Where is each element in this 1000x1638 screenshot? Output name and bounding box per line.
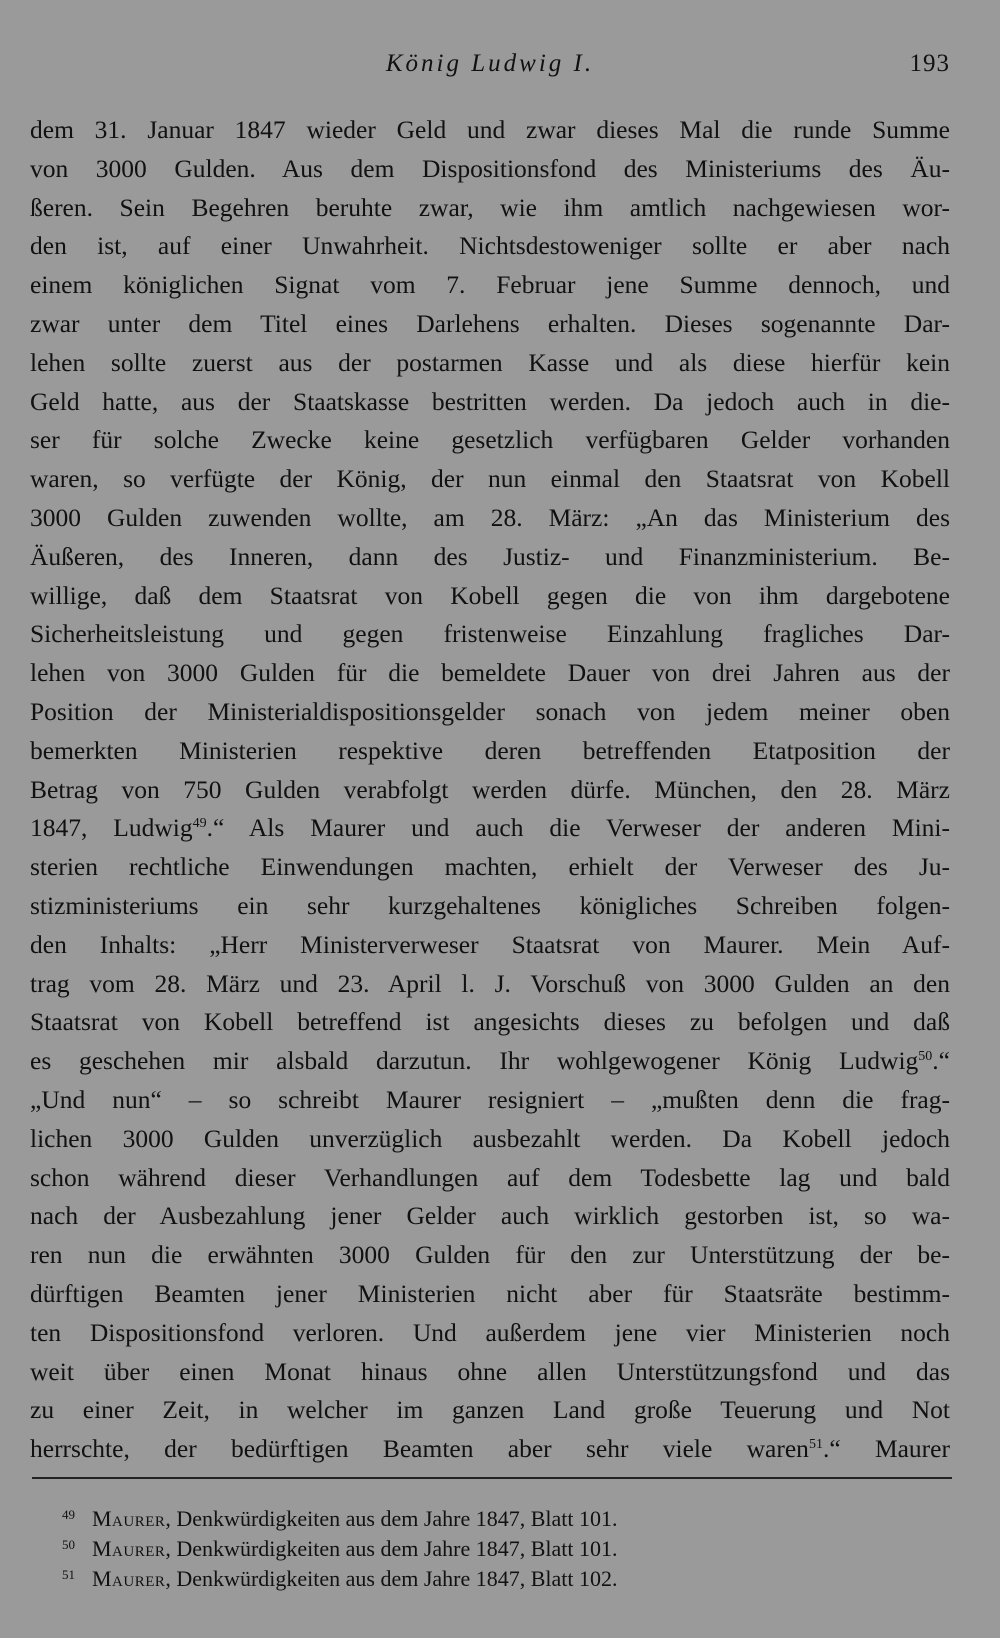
footnote-ref: 50 — [918, 1049, 933, 1065]
text-line: Sicherheitsleistung und gegen fristenweise Einzahlung fragliches Dar- — [30, 619, 950, 649]
page-header — [30, 50, 950, 86]
text-line: zu einer Zeit, in welcher im ganzen Land große Teuerung und Not — [30, 1395, 950, 1425]
text-line: weit über einen Monat hinaus ohne allen Unterstützungsfond und das — [30, 1356, 950, 1386]
text-line: trag vom 28. März und 23. April l. J. Vorschuß von 3000 Gulden an den — [30, 968, 950, 998]
text-line: dem 31. Januar 1847 wieder Geld und zwar dieses Mal die runde Summe — [30, 115, 950, 144]
footnote-text: , Denkwürdigkeiten aus dem Jahre 1847, Blatt 102. — [165, 1566, 618, 1591]
footnote-number: 50 — [62, 1537, 75, 1552]
footnote-author: Maurer — [92, 1506, 166, 1531]
footnote-author: Maurer — [92, 1566, 166, 1591]
text-line: einem königlichen Signat vom 7. Februar jene Summe dennoch, und — [30, 270, 950, 300]
text-line: Position der Ministerialdispositionsgelder sonach von jedem meiner oben — [30, 696, 950, 726]
footnotes — [62, 1500, 942, 1590]
text-line: sterien rechtliche Einwendungen machten, erhielt der Verweser des Ju- — [30, 852, 950, 882]
text-line: ßeren. Sein Begehren beruhte zwar, wie ihm amtlich nachgewiesen wor- — [30, 192, 950, 222]
text-line: den Inhalts: „Herr Ministerverweser Staatsrat von Maurer. Mein Auf- — [30, 929, 950, 959]
text-line: Äußeren, des Inneren, dann des Justiz- und Finanzministerium. Be- — [30, 541, 950, 571]
footnote-author: Maurer — [92, 1536, 166, 1561]
text-line: es geschehen mir alsbald darzutun. Ihr wohlgewogener König Ludwig$^{50}$.“ — [30, 1046, 950, 1076]
text-line: ren nun die erwähnten 3000 Gulden für den zur Unterstützung der be- — [30, 1240, 950, 1270]
footnote-rule — [32, 1477, 952, 1479]
text-line: Geld hatte, aus der Staatskasse bestritten werden. Da jedoch auch in die- — [30, 386, 950, 416]
footnote-50 — [62, 1530, 942, 1560]
text-line: bemerkten Ministerien respektive deren betreffenden Etatposition der — [30, 735, 950, 765]
text-line: nach der Ausbezahlung jener Gelder auch wirklich gestorben ist, so wa- — [30, 1201, 950, 1231]
footnote-51 — [62, 1560, 942, 1590]
text-line: lichen 3000 Gulden unverzüglich ausbezahlt werden. Da Kobell jedoch — [30, 1123, 950, 1153]
footnote-ref: 49 — [192, 816, 207, 832]
text-line: lehen von 3000 Gulden für die bemeldete Dauer von drei Jahren aus der — [30, 658, 950, 688]
page-number: 193 — [909, 50, 950, 77]
text-line: 3000 Gulden zuwenden wollte, am 28. März: „An das Ministerium des — [30, 502, 950, 532]
footnote-text: , Denkwürdigkeiten aus dem Jahre 1847, Blatt 101. — [165, 1536, 618, 1561]
text-line: von 3000 Gulden. Aus dem Dispositionsfond des Ministeriums des Äu- — [30, 153, 950, 183]
text-line: Betrag von 750 Gulden verabfolgt werden dürfe. München, den 28. März — [30, 774, 950, 804]
text-line: 1847, Ludwig$^{49}$.“ Als Maurer und auch die Verweser der anderen Mini- — [30, 813, 951, 843]
body-text — [30, 111, 950, 1469]
footnote-text: , Denkwürdigkeiten aus dem Jahre 1847, Blatt 101. — [165, 1506, 618, 1531]
text-line: herrschte, der bedürftigen Beamten aber sehr viele waren$^{51}$.“ Maurer — [30, 1434, 950, 1464]
text-line: ser für solche Zwecke keine gesetzlich verfügbaren Gelder vorhanden — [30, 425, 950, 455]
text-line: Staatsrat von Kobell betreffend ist angesichts dieses zu befolgen und daß — [30, 1007, 950, 1037]
running-title: König Ludwig I. — [385, 50, 595, 77]
text-line: dürftigen Beamten jener Ministerien nicht aber für Staatsräte bestimm- — [30, 1278, 950, 1308]
text-line: „Und nun“ – so schreibt Maurer resigniert – „mußten denn die frag- — [30, 1084, 950, 1114]
text-line: schon während dieser Verhandlungen auf dem Todesbette lag und bald — [30, 1162, 950, 1192]
text-line: ten Dispositionsfond verloren. Und außerdem jene vier Ministerien noch — [30, 1317, 950, 1347]
text-line: stizministeriums ein sehr kurzgehaltenes königliches Schreiben folgen- — [30, 890, 950, 920]
footnote-number: 51 — [62, 1567, 75, 1582]
text-line: waren, so verfügte der König, der nun einmal den Staatsrat von Kobell — [30, 464, 950, 494]
footnote-ref: 51 — [808, 1437, 823, 1453]
footnote-49 — [62, 1500, 942, 1530]
text-line: lehen sollte zuerst aus der postarmen Kasse und als diese hierfür kein — [30, 347, 950, 377]
text-line: zwar unter dem Titel eines Darlehens erhalten. Dieses sogenannte Dar- — [30, 308, 950, 338]
text-line: den ist, auf einer Unwahrheit. Nichtsdestoweniger sollte er aber nach — [30, 231, 950, 261]
footnote-number: 49 — [62, 1507, 75, 1522]
text-line: willige, daß dem Staatsrat von Kobell gegen die von ihm dargebotene — [30, 580, 950, 610]
